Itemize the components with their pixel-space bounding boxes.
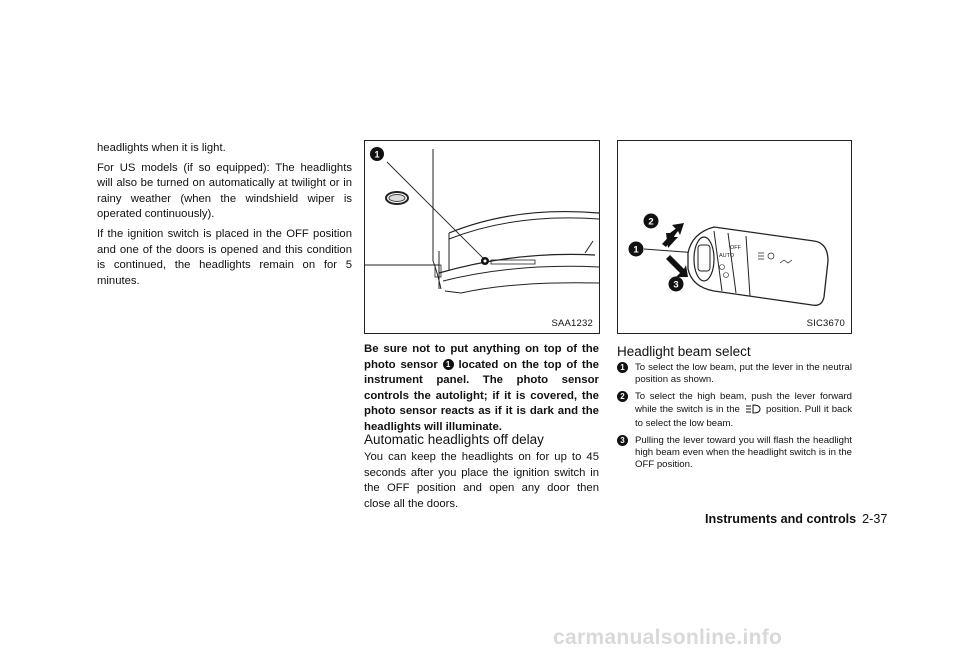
warning-text-part2: located on the top of the instrument panel. The photo sensor controls the autolight; if it is covered, the photo sensor reacts as if it is dark and the headlights will illuminate. <box>364 358 599 433</box>
marker-1-icon: 1 <box>617 362 628 373</box>
beam-select-list <box>617 362 852 477</box>
page-footer <box>705 512 887 526</box>
marker-3-icon: 3 <box>617 435 628 446</box>
marker-1-icon: 1 <box>443 359 454 370</box>
list-item <box>617 362 852 386</box>
page-number: 2-37 <box>862 512 888 526</box>
list-item-text: To select the low beam, put the lever in the neutral position as shown. <box>635 362 852 386</box>
paragraph: For US models (if so equipped): The headlights will also be turned on automatically at twilight or in rainy weather (when the windshield wiper is operated continuously). <box>97 161 352 221</box>
headlight-lever-illustration <box>617 140 852 334</box>
list-item <box>617 391 852 430</box>
list-item-text: position. Pull it back to select the low beam. <box>635 403 852 429</box>
figure-code: SIC3670 <box>806 318 845 329</box>
paragraph: headlights when it is light. <box>97 142 226 154</box>
list-item-text: Pulling the lever toward you will flash the headlight high beam even when the headlight switch is in the OFF position. <box>635 435 852 471</box>
watermark: carmanualsonline.info <box>553 626 783 649</box>
marker-2-icon: 2 <box>617 391 628 402</box>
figure-code: SAA1232 <box>551 318 593 329</box>
list-item <box>617 435 852 472</box>
photo-sensor-illustration <box>364 140 600 334</box>
warning-text-part1: Be sure not to put anything on top of the photo sensor <box>364 343 599 371</box>
left-text-column <box>97 141 352 293</box>
photo-sensor-warning <box>364 342 599 436</box>
switch-label-auto: AUTO <box>719 253 735 259</box>
callout-1: 1 <box>374 149 380 160</box>
list-item-text: To select the high beam, push the lever forward while the switch is in the <box>635 391 852 415</box>
delay-paragraph: You can keep the headlights on for up to 45 seconds after you place the ignition switch in the OFF position and open any door then close all the doors. <box>364 451 599 510</box>
dashboard-drawing <box>365 141 599 333</box>
footer-section-title: Instruments and controls <box>705 512 857 526</box>
section-heading-beam-select: Headlight beam select <box>617 344 751 359</box>
paragraph: If the ignition switch is placed in the OFF position and one of the doors is opened and this condition is continued, the headlights remain on for 5 minutes. <box>97 227 352 287</box>
lever-drawing <box>618 141 851 333</box>
switch-label-off: OFF <box>730 245 741 251</box>
headlight-icon <box>745 404 761 418</box>
callout-2: 2 <box>648 216 654 228</box>
section-heading-delay: Automatic headlights off delay <box>364 432 544 447</box>
callout-1: 1 <box>633 244 639 256</box>
callout-3: 3 <box>673 279 679 291</box>
